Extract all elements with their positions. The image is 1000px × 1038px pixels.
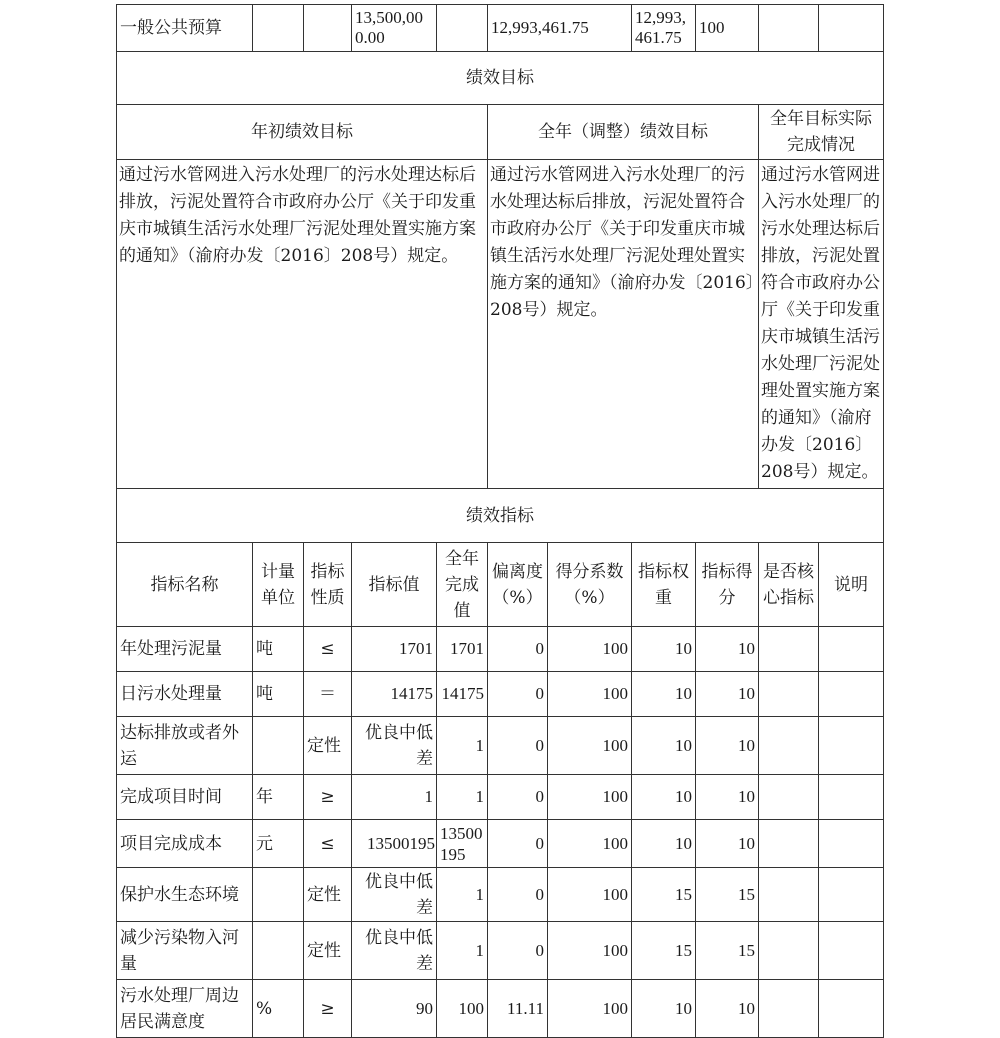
indicator-deviation: 0 [488, 672, 548, 717]
header-core: 是否核心指标 [759, 543, 819, 627]
table-row [117, 717, 884, 775]
indicator-unit [253, 868, 304, 922]
budget-cell-empty [304, 5, 352, 52]
goals-content-row [117, 160, 884, 489]
indicator-name: 减少污染物入河量 [117, 922, 253, 980]
indicator-target: 13500195 [352, 820, 437, 868]
budget-amount: 13,500,000.00 [352, 5, 437, 52]
indicator-weight: 10 [632, 820, 696, 868]
header-deviation: 偏离度（%） [488, 543, 548, 627]
indicator-target: 优良中低差 [352, 868, 437, 922]
indicator-unit: 吨 [253, 672, 304, 717]
indicator-deviation: 0 [488, 775, 548, 820]
budget-cell-empty [437, 5, 488, 52]
goals-header-row [117, 105, 884, 160]
indicator-name: 达标排放或者外运 [117, 717, 253, 775]
header-coef: 得分系数（%） [548, 543, 632, 627]
indicator-actual: 14175 [437, 672, 488, 717]
indicator-deviation: 11.11 [488, 980, 548, 1038]
indicator-core [759, 820, 819, 868]
indicator-core [759, 717, 819, 775]
indicator-weight: 10 [632, 672, 696, 717]
indicator-weight: 10 [632, 775, 696, 820]
indicator-score: 10 [696, 775, 759, 820]
indicator-deviation: 0 [488, 820, 548, 868]
indicator-name: 年处理污泥量 [117, 627, 253, 672]
budget-cell-empty [253, 5, 304, 52]
indicator-target: 优良中低差 [352, 717, 437, 775]
initial-goal-text: 通过污水管网进入污水处理厂的污水处理达标后排放，污泥处置符合市政府办公厅《关于印发重庆市城镇生活污水处理厂污泥处理处置实施方案的通知》（渝府办发〔2016〕208号）规定。 [117, 160, 488, 489]
indicator-unit: 元 [253, 820, 304, 868]
indicator-nature: ≤ [304, 820, 352, 868]
indicator-target: 1 [352, 775, 437, 820]
indicator-core [759, 775, 819, 820]
indicator-actual: 100 [437, 980, 488, 1038]
indicator-core [759, 980, 819, 1038]
goals-section-title: 绩效目标 [117, 52, 884, 105]
indicator-target: 14175 [352, 672, 437, 717]
indicator-nature: 定性 [304, 868, 352, 922]
indicator-note [819, 820, 884, 868]
adjusted-goal-text: 通过污水管网进入污水处理厂的污水处理达标后排放，污泥处置符合市政府办公厅《关于印发重庆市城镇生活污水处理厂污泥处理处置实施方案的通知》（渝府办发〔2016〕208号）规定。 [488, 160, 759, 489]
indicator-nature: ≥ [304, 775, 352, 820]
indicator-unit [253, 922, 304, 980]
indicator-note [819, 627, 884, 672]
indicator-score: 10 [696, 980, 759, 1038]
indicator-name: 日污水处理量 [117, 672, 253, 717]
header-nature: 指标性质 [304, 543, 352, 627]
table-row [117, 627, 884, 672]
indicator-score: 10 [696, 672, 759, 717]
actual-goal-header: 全年目标实际完成情况 [759, 105, 884, 160]
table-row [117, 775, 884, 820]
indicator-score: 10 [696, 820, 759, 868]
indicator-core [759, 627, 819, 672]
indicator-actual: 1 [437, 717, 488, 775]
indicators-section-title: 绩效指标 [117, 489, 884, 543]
indicator-note [819, 922, 884, 980]
header-actual: 全年完成值 [437, 543, 488, 627]
indicator-coef: 100 [548, 980, 632, 1038]
budget-executed-2: 12,993,461.75 [632, 5, 696, 52]
indicator-deviation: 0 [488, 868, 548, 922]
header-weight: 指标权重 [632, 543, 696, 627]
budget-cell-empty [819, 5, 884, 52]
indicators-header-row [117, 543, 884, 627]
indicator-score: 10 [696, 627, 759, 672]
indicator-coef: 100 [548, 627, 632, 672]
indicator-deviation: 0 [488, 922, 548, 980]
budget-executed: 12,993,461.75 [488, 5, 632, 52]
adjusted-goal-header: 全年（调整）绩效目标 [488, 105, 759, 160]
indicator-name: 污水处理厂周边居民满意度 [117, 980, 253, 1038]
indicator-score: 10 [696, 717, 759, 775]
budget-rate: 100 [696, 5, 759, 52]
indicator-coef: 100 [548, 672, 632, 717]
indicator-coef: 100 [548, 820, 632, 868]
indicator-unit: % [253, 980, 304, 1038]
indicator-target: 优良中低差 [352, 922, 437, 980]
indicator-coef: 100 [548, 717, 632, 775]
indicator-nature: ＝ [304, 672, 352, 717]
initial-goal-header: 年初绩效目标 [117, 105, 488, 160]
indicator-actual: 1 [437, 922, 488, 980]
indicator-actual: 1 [437, 868, 488, 922]
indicator-note [819, 980, 884, 1038]
indicator-core [759, 922, 819, 980]
indicator-name: 项目完成成本 [117, 820, 253, 868]
table-row [117, 922, 884, 980]
indicator-target: 90 [352, 980, 437, 1038]
indicator-note [819, 672, 884, 717]
indicator-weight: 15 [632, 922, 696, 980]
indicator-unit: 吨 [253, 627, 304, 672]
indicator-note [819, 868, 884, 922]
indicator-note [819, 717, 884, 775]
header-unit: 计量单位 [253, 543, 304, 627]
indicator-actual: 1701 [437, 627, 488, 672]
indicator-nature: ≤ [304, 627, 352, 672]
indicator-weight: 10 [632, 980, 696, 1038]
indicator-score: 15 [696, 922, 759, 980]
actual-goal-text: 通过污水管网进入污水处理厂的污水处理达标后排放，污泥处置符合市政府办公厅《关于印发重庆市城镇生活污水处理厂污泥处理处置实施方案的通知》（渝府办发〔2016〕208号）规定。 [759, 160, 884, 489]
header-name: 指标名称 [117, 543, 253, 627]
budget-row [117, 5, 884, 52]
indicator-target: 1701 [352, 627, 437, 672]
indicator-weight: 10 [632, 627, 696, 672]
indicator-score: 15 [696, 868, 759, 922]
table-row [117, 980, 884, 1038]
indicator-core [759, 868, 819, 922]
indicator-actual: 13500195 [437, 820, 488, 868]
indicator-coef: 100 [548, 775, 632, 820]
indicator-deviation: 0 [488, 717, 548, 775]
indicator-nature: ≥ [304, 980, 352, 1038]
indicator-coef: 100 [548, 922, 632, 980]
indicator-nature: 定性 [304, 922, 352, 980]
indicator-unit: 年 [253, 775, 304, 820]
header-target: 指标值 [352, 543, 437, 627]
budget-cell-empty [759, 5, 819, 52]
indicator-name: 完成项目时间 [117, 775, 253, 820]
indicator-note [819, 775, 884, 820]
indicator-weight: 15 [632, 868, 696, 922]
indicator-weight: 10 [632, 717, 696, 775]
indicator-core [759, 672, 819, 717]
indicator-coef: 100 [548, 868, 632, 922]
budget-label: 一般公共预算 [117, 5, 253, 52]
performance-table [116, 4, 884, 1038]
indicator-deviation: 0 [488, 627, 548, 672]
table-row [117, 672, 884, 717]
indicator-actual: 1 [437, 775, 488, 820]
table-row [117, 820, 884, 868]
indicator-unit [253, 717, 304, 775]
indicator-name: 保护水生态环境 [117, 868, 253, 922]
header-note: 说明 [819, 543, 884, 627]
indicator-nature: 定性 [304, 717, 352, 775]
table-row [117, 868, 884, 922]
header-score: 指标得分 [696, 543, 759, 627]
